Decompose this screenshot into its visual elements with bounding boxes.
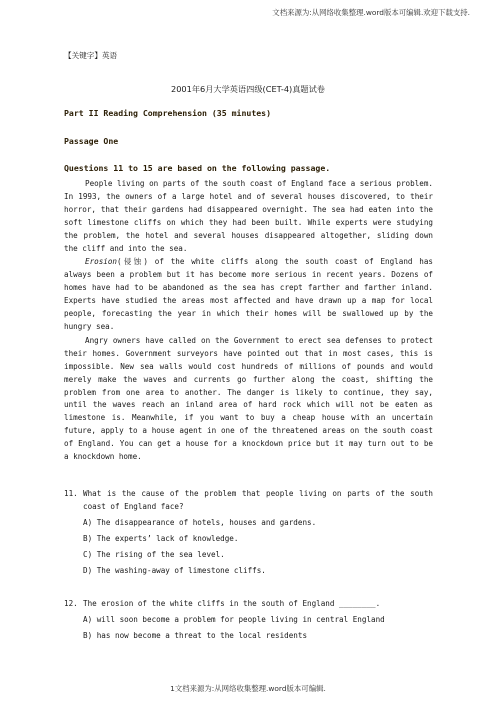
option-12-a: A) will soon become a problem for people living in central England (83, 615, 385, 624)
passage-title: Passage One (64, 136, 119, 146)
paragraph-2-text: of the white cliffs along the south coast of England has always been a problem but it has become more serious in recent years. Dozens of homes have had to be abandoned as the sea has crept farther and farther inland. Experts have studied the areas most affected and have drawn up a map for local people, forecasting the year in which their homes will be swallowed up by the hungry sea. (64, 257, 433, 331)
keyword-line: 【关键字】英语 (64, 51, 118, 60)
paragraph-1: People living on parts of the south coast of England face a serious problem. In 1993, the owners of a large hotel and of several houses discovered, to their horror, that their gardens had disappeared overnight. The sea had eaten into the soft limestone cliffs on which they had been built. While experts were studying the problem, the hotel and several houses disappeared altogether, sliding down the cliff and into the sea. (64, 179, 433, 253)
option-11-c: C) The rising of the sea level. (83, 550, 225, 559)
question-12-number: 12. (64, 599, 78, 608)
question-12-stem (64, 597, 433, 610)
question-11-number: 11. (64, 489, 78, 498)
part-title: Part II Reading Comprehension (35 minutes) (64, 108, 272, 118)
page-header: 文档来源为:从网络收集整理.word版本可编辑.欢迎下载支持. (272, 8, 470, 17)
option-11-a: A) The disappearance of hotels, houses and gardens. (83, 518, 317, 527)
erosion-term: Erosion (85, 257, 118, 267)
question-11 (64, 487, 433, 577)
question-12-text: The erosion of the white cliffs in the south of England ________. (83, 599, 381, 608)
paragraph-3: Angry owners have called on the Government to erect sea defenses to protect their homes. Government surveyors have pointed out that in most cases, this is impossible. New sea walls would cost hundreds of millions of pounds and would merely make the waves and currents go further along the coast, shifting the problem from one area to another. The danger is likely to continue, they say, until the waves reach an inland area of hard rock which will not be eaten as limestone is. Meanwhile, if you want to buy a cheap house with an uncertain future, apply to a house agent in one of the threatened areas on the south coast of England. You can get a house for a knockdown price but it may turn out to be a knockdown home. (64, 335, 433, 462)
option-11-d: D) The washing-away of limestone cliffs. (83, 566, 266, 575)
page-footer: 1文档来源为:从网络收集整理.word版本可编辑. (170, 684, 326, 693)
passage-body (64, 178, 433, 465)
option-12-b: B) has now become a threat to the local residents (83, 631, 308, 640)
question-11-stem (64, 487, 433, 513)
question-11-text: What is the cause of the problem that people living on parts of the south coast of England face? (83, 489, 433, 511)
questions-intro: Questions 11 to 15 are based on the following passage. (64, 163, 331, 173)
exam-title: 2001年6月大学英语四级(CET-4)真题试卷 (171, 84, 325, 94)
paragraph-2 (64, 256, 433, 333)
question-12 (64, 597, 433, 642)
erosion-gloss: (侵蚀) (117, 257, 148, 267)
option-11-b: B) The experts’ lack of knowledge. (83, 534, 239, 543)
